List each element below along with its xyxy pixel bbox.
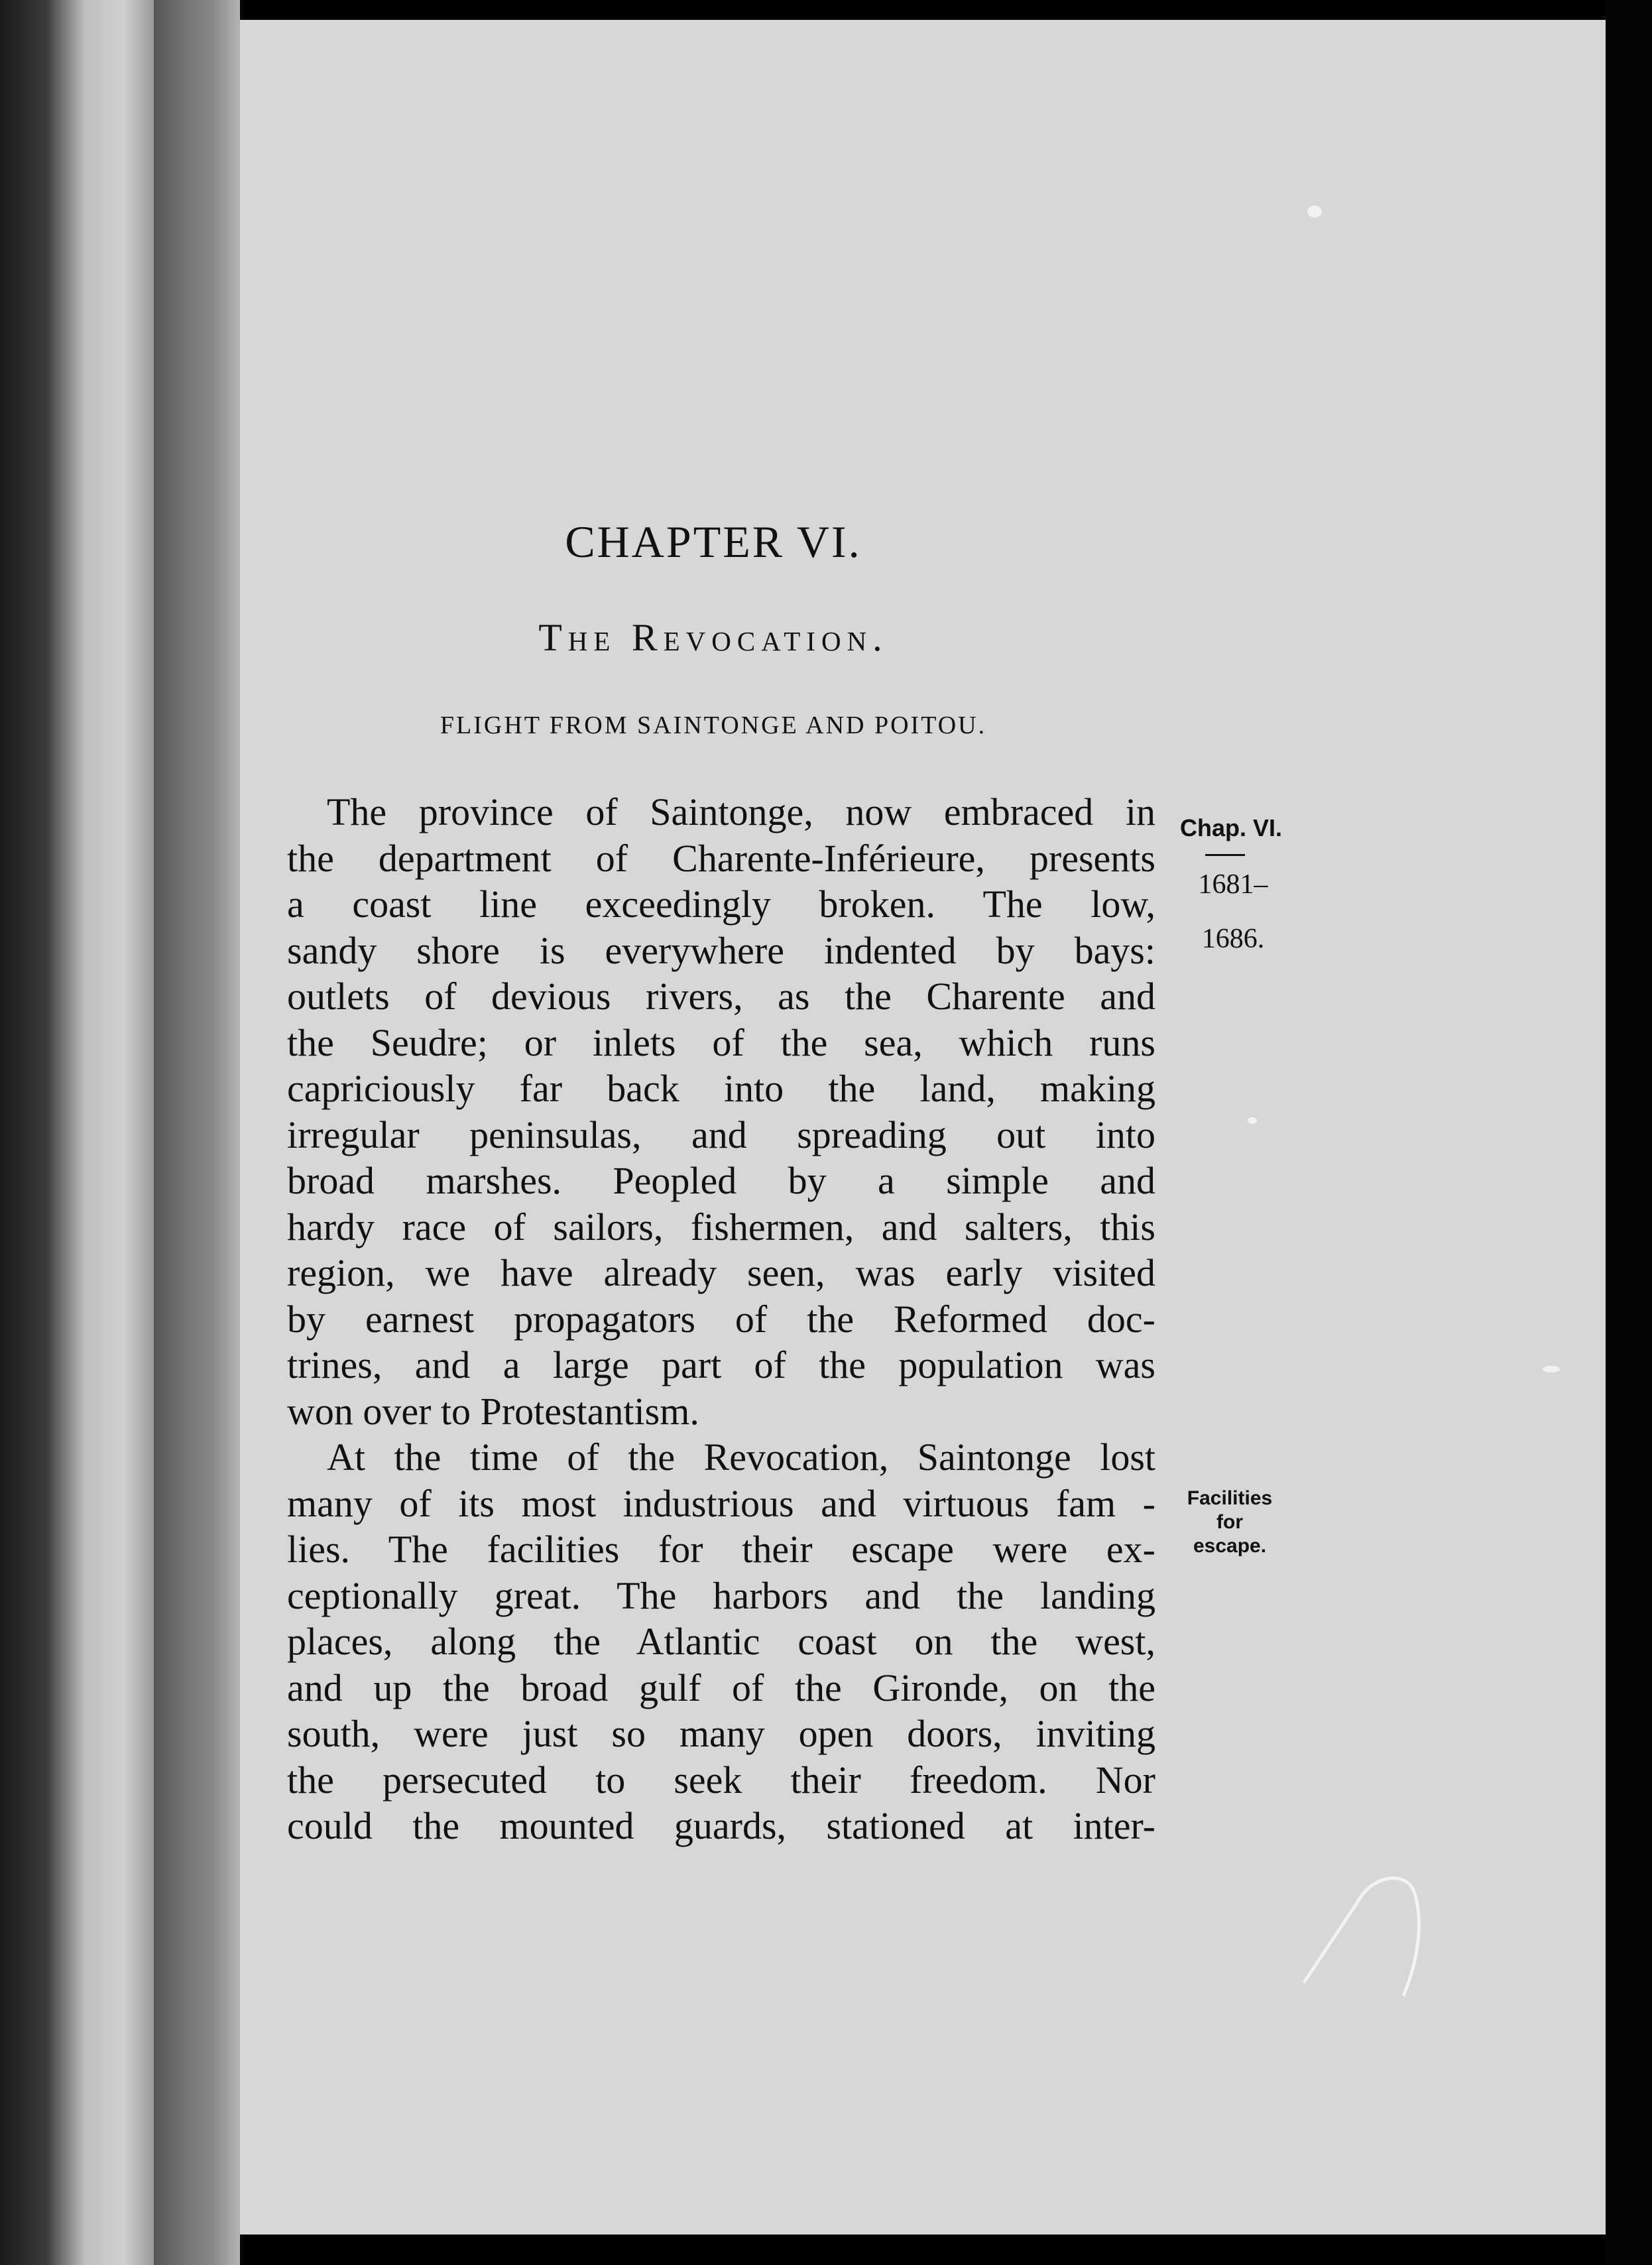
- margin-note-facilities: [1167, 1487, 1293, 1558]
- paragraph-1: [287, 789, 1155, 1434]
- text-line: The province of Saintonge, now embraced in: [327, 790, 1155, 833]
- text-line: by earnest propagators of the Reformed doc-: [287, 1297, 1155, 1341]
- text-line: could the mounted guards, stationed at inter-: [287, 1804, 1155, 1847]
- scan-speck: [1248, 1117, 1257, 1124]
- margin-note-line: Facilities: [1187, 1487, 1273, 1509]
- text-line: ceptionally great. The harbors and the landing: [287, 1573, 1155, 1617]
- text-line: the department of Charente-Inférieure, presents: [287, 836, 1155, 880]
- chapter-subtitle: The Revocation.: [538, 616, 888, 659]
- margin-rule: [1205, 854, 1245, 856]
- text-line: hardy race of sailors, fishermen, and salters, this: [287, 1205, 1155, 1249]
- text-line: capriciously far back into the land, making: [287, 1067, 1155, 1110]
- margin-note-line: for: [1216, 1511, 1243, 1533]
- facing-page-edge: [0, 0, 154, 2265]
- text-line: At the time of the Revocation, Saintonge lost: [327, 1436, 1155, 1479]
- paragraph-2: [287, 1434, 1155, 1849]
- text-line: sandy shore is everywhere indented by bays:: [287, 928, 1155, 972]
- margin-note-chapter: Chap. VI.: [1179, 814, 1283, 841]
- text-line: region, we have already seen, was early visited: [287, 1251, 1155, 1294]
- page-damage-mark: [1291, 1863, 1437, 2009]
- margin-note-year-end: 1686.: [1201, 924, 1265, 954]
- text-line: the persecuted to seek their freedom. Nor: [287, 1758, 1155, 1802]
- margin-note-line: escape.: [1193, 1535, 1267, 1557]
- book-gutter: [154, 0, 240, 2265]
- text-line: places, along the Atlantic coast on the west,: [287, 1620, 1155, 1663]
- text-line: lies. The facilities for their escape were ex-: [287, 1528, 1155, 1571]
- text-line: won over to Protestantism.: [287, 1389, 699, 1433]
- body-text: [287, 789, 1155, 1849]
- text-line: outlets of devious rivers, as the Charente and: [287, 975, 1155, 1018]
- chapter-title: CHAPTER VI.: [565, 517, 862, 567]
- text-line: irregular peninsulas, and spreading out into: [287, 1113, 1155, 1156]
- text-line: broad marshes. Peopled by a simple and: [287, 1159, 1155, 1202]
- text-line: south, were just so many open doors, inviting: [287, 1712, 1155, 1755]
- text-line: many of its most industrious and virtuous fam -: [287, 1481, 1155, 1525]
- scan-border: [1606, 0, 1652, 2265]
- text-line: trines, and a large part of the population was: [287, 1343, 1155, 1386]
- scan-speck: [1543, 1366, 1560, 1373]
- section-heading: FLIGHT FROM SAINTONGE AND POITOU.: [440, 711, 987, 739]
- text-line: a coast line exceedingly broken. The low,: [287, 883, 1155, 926]
- scan-speck: [1307, 206, 1322, 217]
- margin-note-year-start: 1681–: [1198, 869, 1268, 900]
- text-line: and up the broad gulf of the Gironde, on the: [287, 1666, 1155, 1709]
- text-line: the Seudre; or inlets of the sea, which runs: [287, 1020, 1155, 1064]
